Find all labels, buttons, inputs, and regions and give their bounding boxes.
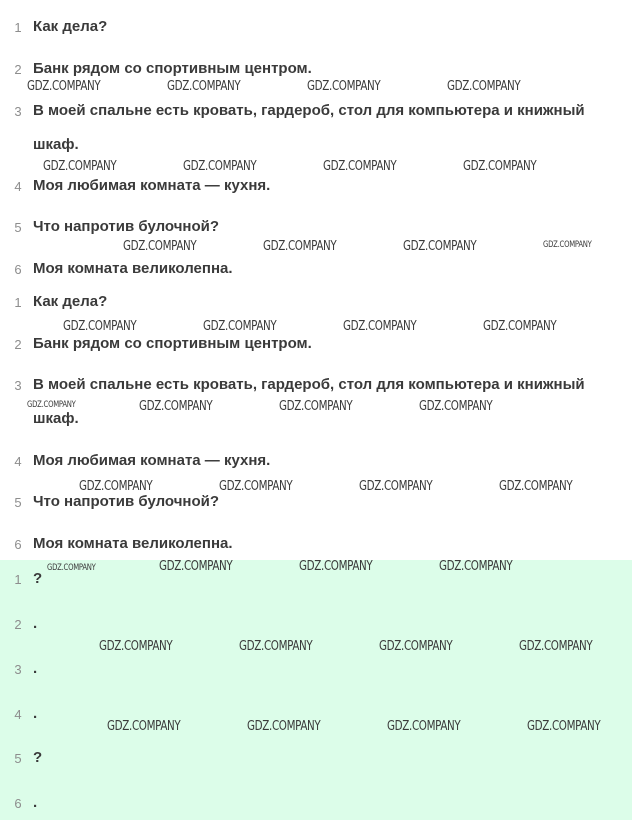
sentence-text: . xyxy=(33,660,38,677)
watermark: GDZ.COMPANY xyxy=(239,638,313,654)
line-number: 4 xyxy=(14,454,22,469)
line-number: 3 xyxy=(14,104,22,119)
line-number: 6 xyxy=(14,537,22,552)
sentence-text: ? xyxy=(33,570,43,587)
watermark: GDZ.COMPANY xyxy=(323,158,397,174)
line-number: 4 xyxy=(14,707,22,722)
watermark: GDZ.COMPANY xyxy=(543,240,592,250)
watermark: GDZ.COMPANY xyxy=(107,718,181,734)
watermark: GDZ.COMPANY xyxy=(379,638,453,654)
line-number: 1 xyxy=(14,295,22,310)
watermark: GDZ.COMPANY xyxy=(43,158,117,174)
watermark: GDZ.COMPANY xyxy=(27,400,76,410)
line-number: 6 xyxy=(14,262,22,277)
watermark: GDZ.COMPANY xyxy=(403,238,477,254)
watermark: GDZ.COMPANY xyxy=(63,318,137,334)
watermark: GDZ.COMPANY xyxy=(263,238,337,254)
sentence-text: ? xyxy=(33,749,43,766)
watermark: GDZ.COMPANY xyxy=(439,558,513,574)
watermark: GDZ.COMPANY xyxy=(387,718,461,734)
line-number: 5 xyxy=(14,220,22,235)
watermark: GDZ.COMPANY xyxy=(27,78,101,94)
watermark: GDZ.COMPANY xyxy=(219,478,293,494)
sentence-text: Банк рядом со спортивным центром. xyxy=(33,335,312,352)
sentence-text: Моя любимая комната — кухня. xyxy=(33,177,271,194)
sentence-text: . xyxy=(33,705,38,722)
watermark: GDZ.COMPANY xyxy=(519,638,593,654)
watermark: GDZ.COMPANY xyxy=(47,563,96,573)
line-number: 3 xyxy=(14,378,22,393)
watermark: GDZ.COMPANY xyxy=(279,398,353,414)
line-number: 5 xyxy=(14,495,22,510)
watermark: GDZ.COMPANY xyxy=(183,158,257,174)
watermark: GDZ.COMPANY xyxy=(307,78,381,94)
line-number: 2 xyxy=(14,62,22,77)
watermark: GDZ.COMPANY xyxy=(527,718,601,734)
watermark: GDZ.COMPANY xyxy=(359,478,433,494)
watermark: GDZ.COMPANY xyxy=(203,318,277,334)
watermark: GDZ.COMPANY xyxy=(483,318,557,334)
sentence-text: . xyxy=(33,615,38,632)
line-number: 6 xyxy=(14,796,22,811)
watermark: GDZ.COMPANY xyxy=(343,318,417,334)
watermark: GDZ.COMPANY xyxy=(99,638,173,654)
line-number: 3 xyxy=(14,662,22,677)
line-number: 1 xyxy=(14,20,22,35)
watermark: GDZ.COMPANY xyxy=(247,718,321,734)
answer-block-3 xyxy=(0,560,632,820)
sentence-text: . xyxy=(33,794,38,811)
sentence-text: Моя комната великолепна. xyxy=(33,260,233,277)
sentence-text: Как дела? xyxy=(33,293,108,310)
line-number: 4 xyxy=(14,179,22,194)
sentence-text: Моя любимая комната — кухня. xyxy=(33,452,271,469)
sentence-text: В моей спальне есть кровать, гардероб, стол для компьютера и книжный шкаф. xyxy=(33,376,585,427)
watermark: GDZ.COMPANY xyxy=(447,78,521,94)
watermark: GDZ.COMPANY xyxy=(419,398,493,414)
line-number: 5 xyxy=(14,751,22,766)
watermark: GDZ.COMPANY xyxy=(499,478,573,494)
watermark: GDZ.COMPANY xyxy=(299,558,373,574)
line-number: 2 xyxy=(14,337,22,352)
sentence-text: Банк рядом со спортивным центром. xyxy=(33,60,312,77)
watermark: GDZ.COMPANY xyxy=(167,78,241,94)
sentence-text: В моей спальне есть кровать, гардероб, стол для компьютера и книжный шкаф. xyxy=(33,102,585,153)
watermark: GDZ.COMPANY xyxy=(159,558,233,574)
watermark: GDZ.COMPANY xyxy=(463,158,537,174)
sentence-text: Как дела? xyxy=(33,18,108,35)
sentence-text: Что напротив булочной? xyxy=(33,218,220,235)
line-number: 2 xyxy=(14,617,22,632)
watermark: GDZ.COMPANY xyxy=(139,398,213,414)
watermark: GDZ.COMPANY xyxy=(123,238,197,254)
watermark: GDZ.COMPANY xyxy=(79,478,153,494)
line-number: 1 xyxy=(14,572,22,587)
sentence-text: Что напротив булочной? xyxy=(33,493,220,510)
sentence-text: Моя комната великолепна. xyxy=(33,535,233,552)
